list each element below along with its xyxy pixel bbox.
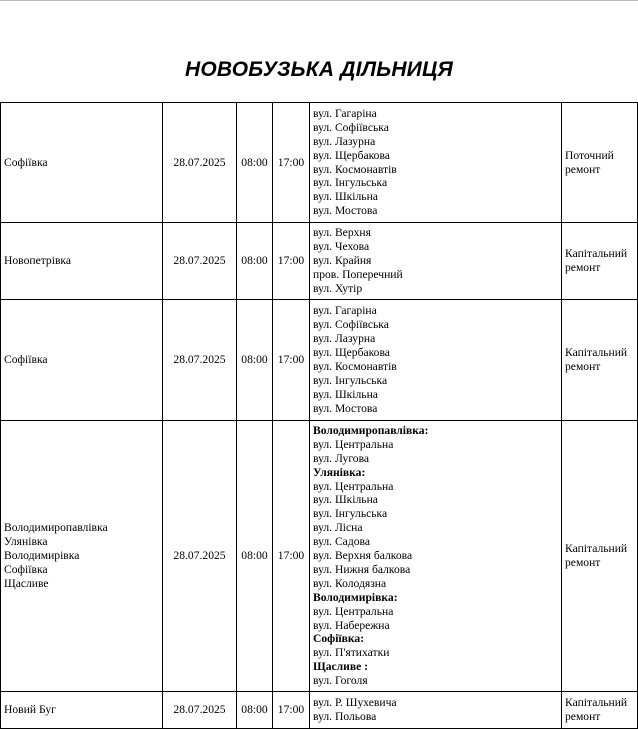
- streets-cell: [310, 223, 562, 300]
- street-name: вул. Софіївська: [313, 120, 389, 134]
- street-name: вул. Гоголя: [313, 674, 368, 688]
- start-time-cell: 08:00: [237, 103, 273, 223]
- work-type-text: ремонт: [565, 360, 601, 373]
- settlement-name: Новий Буг: [4, 703, 56, 717]
- work-type-text: ремонт: [565, 710, 601, 723]
- street-name: вул. П'ятихатки: [313, 646, 390, 660]
- street-name: вул. Верхня: [313, 226, 371, 240]
- street-name: вул. Центральна: [313, 437, 394, 451]
- settlement-name: Новопетрівка: [4, 254, 72, 268]
- street-name: вул. Лісна: [313, 521, 363, 535]
- end-time-cell: 17:00: [273, 692, 310, 729]
- top-divider: [0, 0, 638, 1]
- street-name: вул. Лугова: [313, 451, 370, 465]
- end-time-cell: 17:00: [273, 300, 310, 421]
- table-row: [1, 421, 638, 692]
- street-name: вул. Шкільна: [313, 493, 378, 507]
- street-name: вул. Інгульська: [313, 176, 388, 190]
- work-type-cell: [562, 223, 638, 300]
- street-name: вул. Садова: [313, 535, 370, 549]
- street-name: вул. Космонавтів: [313, 360, 397, 373]
- date-cell: 28.07.2025: [163, 421, 237, 692]
- end-time-cell: 17:00: [273, 223, 310, 300]
- work-type-text: ремонт: [565, 261, 601, 274]
- street-name: вул. Інгульська: [313, 507, 388, 521]
- table-row: [1, 692, 638, 729]
- street-name: вул. Хутір: [313, 281, 363, 295]
- street-name: вул. Верхня балкова: [313, 549, 413, 563]
- end-time-cell: 17:00: [273, 421, 310, 692]
- street-name: вул. Лазурна: [313, 134, 376, 148]
- street-name: вул. Крайня: [313, 254, 372, 268]
- settlement-heading: Володимиропавлівка:: [313, 423, 429, 437]
- street-name: вул. Софіївська: [313, 318, 389, 332]
- settlement-name: Софіївка: [4, 353, 48, 367]
- settlement-name: Улянівка: [4, 535, 48, 549]
- table-body: [1, 103, 638, 729]
- street-name: вул. Чехова: [313, 240, 370, 254]
- settlement-name: Софіївка: [4, 155, 48, 169]
- street-name: вул. Мостова: [313, 204, 378, 218]
- work-type-cell: [562, 103, 638, 223]
- work-type-text: Капітальний: [565, 247, 628, 261]
- street-name: вул. Космонавтів: [313, 162, 397, 176]
- work-type-text: Капітальний: [565, 346, 628, 360]
- table-row: [1, 103, 638, 223]
- street-name: вул. Гагаріна: [313, 106, 377, 120]
- work-type-cell: [562, 300, 638, 421]
- work-type-cell: [562, 421, 638, 692]
- settlement-heading: Щасливе :: [313, 660, 369, 674]
- street-name: вул. Мостова: [313, 401, 378, 415]
- streets-cell: [310, 421, 562, 692]
- street-name: вул. Шкільна: [313, 387, 378, 401]
- street-name: вул. Р. Шухевича: [313, 696, 397, 710]
- date-cell: 28.07.2025: [163, 300, 237, 421]
- work-type-text: Поточний: [565, 148, 614, 162]
- settlement-cell: [1, 421, 163, 692]
- street-name: вул. Гагаріна: [313, 304, 377, 318]
- work-type-text: ремонт: [565, 556, 601, 569]
- street-name: вул. Центральна: [313, 604, 394, 618]
- street-name: вул. Набережна: [313, 618, 390, 632]
- page-title: НОВОБУЗЬКА ДІЛЬНИЦЯ: [184, 58, 454, 81]
- settlement-heading: Улянівка:: [313, 465, 366, 479]
- end-time-cell: 17:00: [273, 103, 310, 223]
- work-type-text: Капітальний: [565, 696, 628, 710]
- start-time-cell: 08:00: [237, 692, 273, 729]
- street-name: пров. Поперечний: [313, 267, 403, 281]
- outage-schedule-table: [0, 102, 638, 729]
- street-name: вул. Щербакова: [313, 148, 390, 162]
- work-type-cell: [562, 692, 638, 729]
- settlement-cell: [1, 692, 163, 729]
- work-type-text: ремонт: [565, 162, 601, 176]
- date-cell: 28.07.2025: [163, 223, 237, 300]
- settlement-name: Софіївка: [4, 562, 48, 576]
- settlement-name: Володимирівка: [4, 549, 80, 563]
- settlement-cell: [1, 300, 163, 421]
- settlement-heading: Володимирівка:: [313, 590, 398, 604]
- start-time-cell: 08:00: [237, 421, 273, 692]
- street-name: вул. Лазурна: [313, 332, 376, 346]
- streets-cell: [310, 692, 562, 729]
- streets-cell: [310, 300, 562, 421]
- settlement-cell: [1, 223, 163, 300]
- street-name: вул. Інгульська: [313, 373, 388, 387]
- settlement-name: Володимиропавлівка: [4, 521, 108, 535]
- street-name: вул. Центральна: [313, 479, 394, 493]
- streets-cell: [310, 103, 562, 223]
- street-name: вул. Нижня балкова: [313, 562, 411, 576]
- street-name: вул. Колодязна: [313, 576, 387, 590]
- settlement-cell: [1, 103, 163, 223]
- start-time-cell: 08:00: [237, 300, 273, 421]
- start-time-cell: 08:00: [237, 223, 273, 300]
- street-name: вул. Польова: [313, 710, 377, 723]
- table-row: [1, 300, 638, 421]
- table-row: [1, 223, 638, 300]
- street-name: вул. Шкільна: [313, 190, 378, 204]
- date-cell: 28.07.2025: [163, 692, 237, 729]
- street-name: вул. Щербакова: [313, 346, 390, 360]
- settlement-name: Щасливе: [4, 576, 49, 590]
- date-cell: 28.07.2025: [163, 103, 237, 223]
- settlement-heading: Софіївка:: [313, 632, 365, 646]
- work-type-text: Капітальний: [565, 542, 628, 556]
